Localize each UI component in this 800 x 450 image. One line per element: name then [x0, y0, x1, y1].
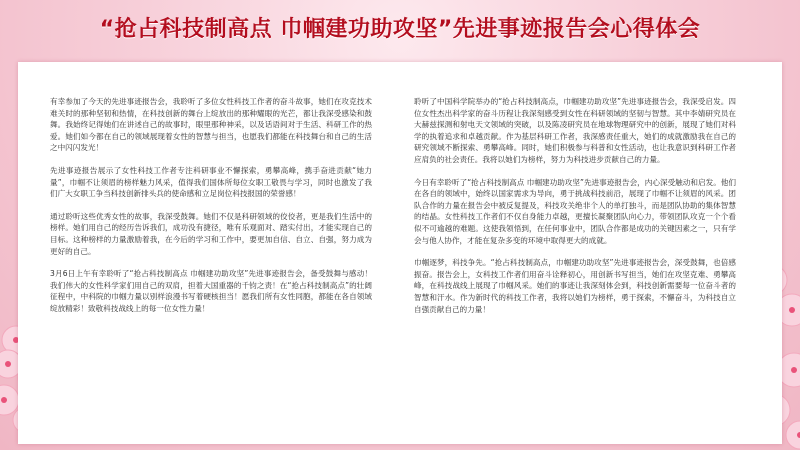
paragraph: 聆听了中国科学院举办的“抢占科技制高点，巾帼建功助攻坚”先进事迹报告会，我深受启发。四位女性杰出科学家的奋斗历程让我深刻感受到女性在科研领域的坚韧与智慧。其中李婧研究员在大赫兹探测和射电天文领域的突破，以及陈凌研究员在地球物理研究中的创新，展现了她们对科学的执着追求和卓越贡献。作为基层科研工作者，我深感责任重大，她们的成就激励我在自己的研究领域不断探索、勇攀高峰。同时，她们积极参与科普和女性活动，也让我意识到科研工作者应肩负的社会责任。我将以她们为榜样，努力为科技进步贡献自己的力量。 [414, 97, 736, 164]
page-title: “抢占科技制高点 巾帼建功助攻坚”先进事迹报告会心得体会 [99, 17, 701, 42]
paragraph: 有幸参加了今天的先进事迹报告会，我聆听了多位女性科技工作者的奋斗故事，她们在攻克技术难关时的那种坚韧和热情，在科技创新的舞台上绽放出的那种耀眼的光芒，都让我深受感染和鼓舞。我始终记得她们在讲述自己的故事时，眼里那种神采，以及话语间对于生活、科研工作的热爱。她们如今都在自己的领域展现着女性的智慧与担当，也愿我们都能在科技舞台和自己的生活之中闪闪发光！ [50, 97, 372, 153]
paragraph: 3月6日上午有幸聆听了“抢占科技制高点 巾帼建功助攻坚”先进事迹报告会，备受鼓舞与感动！我们伟大的女性科学家们用自己的双肩，担着大国重器的千钧之责！在“抢占科技制高点”的壮阔征程中，中科院的巾帼力量以别样浪漫书写着硬核担当！愿我们所有女性同胞，都能在各自领域绽放精彩！致敬科技战线上的每一位女性力量！ [50, 269, 372, 313]
left-column [50, 96, 372, 326]
paragraph: 巾帼逐梦，科技争先。“抢占科技制高点，巾帼建功助攻坚”先进事迹报告会，深受鼓舞，也倍感振奋。报告会上，女科技工作者们用奋斗诠释初心，用创新书写担当，她们在攻坚克难、勇攀高峰，在科技战线上展现了巾帼风采。她们的事迹让我深刻体会到，科技创新需要每一位奋斗者的智慧和汗水。作为新时代的科技工作者，我将以她们为榜样，勇于探索，不懈奋斗，为科技自立自强贡献自己的力量！ [414, 258, 736, 314]
paragraph: 先进事迹报告展示了女性科技工作者专注科研事业不懈探索，勇攀高峰，携手奋进贡献“她力量”，巾帼不让须眉的榜样魅力风采，值得我们国体所每位女职工敬畏与学习，同时也激发了我们广大女职工争当科技创新排头兵的使命感和立足岗位科技报国的荣誉感！ [50, 165, 372, 199]
document-sheet [18, 62, 782, 444]
paragraph: 通过聆听这些优秀女性的故事，我深受鼓舞。她们不仅是科研领域的佼佼者，更是我们生活中的榜样。她们用自己的经历告诉我们，成功没有捷径，唯有乐观面对、踏实付出，才能实现自己的目标。这种榜样的力量激励着我，在今后的学习和工作中，要更加自信、自立、自强，努力成为更好的自己。 [50, 211, 372, 256]
right-column [414, 96, 736, 326]
paragraph: 今日有幸聆听了“抢占科技制高点 巾帼建功助攻坚”先进事迹报告会，内心深受触动和启发。他们在各自的领域中，始终以国家需求为导向，勇于挑战科技前沿，展现了巾帼不让须眉的风采。团队合作的力量在报告会中被反复提及，科技攻关绝非个人的单打独斗，而是团队协助的集体智慧的结晶。女性科技工作者们不仅自身能力卓越，更擅长凝聚团队向心力，带领团队攻克一个个看似不可逾越的难题。这使我领悟到，在任何事业中，团队合作都是成功的关键因素之一，只有学会与他人协作，才能在复杂多变的环境中取得更大的成就。 [414, 177, 736, 245]
